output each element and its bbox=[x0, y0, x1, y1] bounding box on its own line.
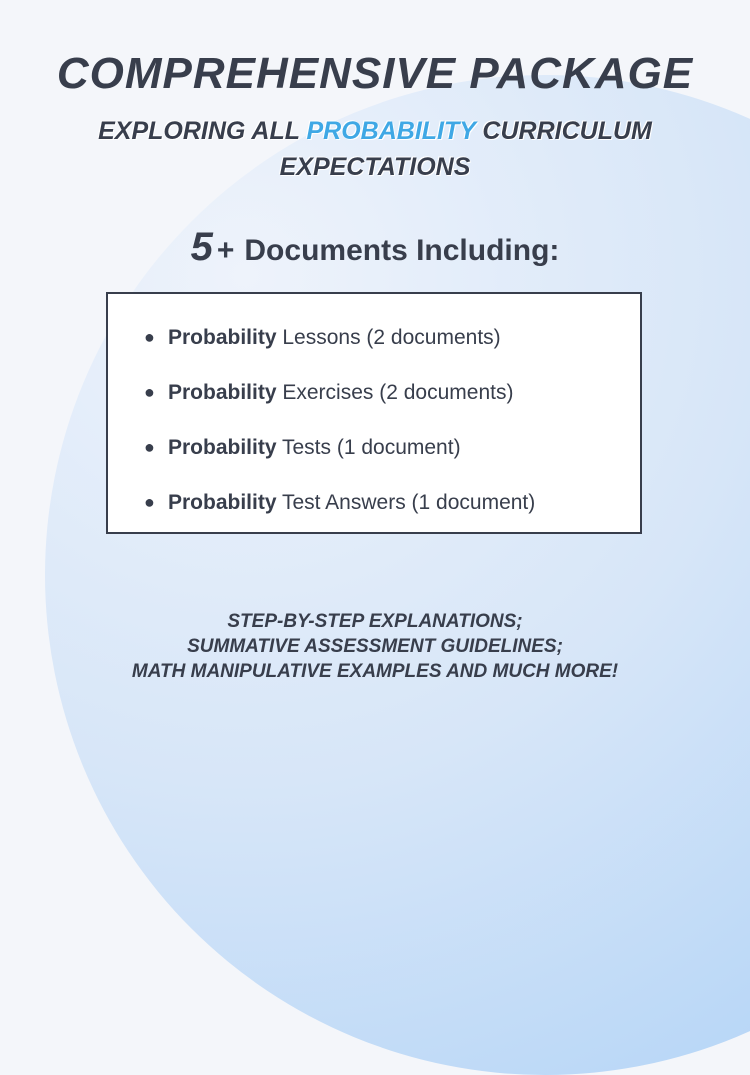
document-count-label: Documents Including: bbox=[244, 234, 560, 267]
list-item bbox=[144, 365, 640, 420]
document-subject: Probability bbox=[168, 436, 277, 459]
bullet-icon: ● bbox=[144, 382, 155, 402]
list-item bbox=[144, 310, 640, 365]
document-description: Exercises (2 documents) bbox=[276, 381, 514, 404]
bullet-icon: ● bbox=[144, 327, 155, 347]
document-count-number: 5 bbox=[190, 225, 213, 269]
feature-footer bbox=[0, 609, 750, 684]
footer-line: SUMMATIVE ASSESSMENT GUIDELINES; bbox=[187, 636, 563, 657]
document-description: Test Answers (1 document) bbox=[276, 491, 536, 514]
document-list-box bbox=[106, 292, 642, 534]
document-subject: Probability bbox=[168, 491, 277, 514]
document-count-plus: + bbox=[216, 234, 235, 267]
list-item bbox=[144, 420, 640, 475]
subtitle-prefix: EXPLORING ALL bbox=[98, 117, 307, 145]
footer-line: STEP-BY-STEP EXPLANATIONS; bbox=[227, 611, 523, 632]
document-description: Tests (1 document) bbox=[276, 436, 461, 459]
footer-line: MATH MANIPULATIVE EXAMPLES AND MUCH MORE! bbox=[131, 661, 619, 682]
subtitle-suffix: CURRICULUM EXPECTATIONS bbox=[279, 117, 652, 181]
page-title: COMPREHENSIVE PACKAGE bbox=[56, 49, 694, 98]
bullet-icon: ● bbox=[144, 437, 155, 457]
document-subject: Probability bbox=[168, 326, 277, 349]
subtitle bbox=[30, 113, 720, 185]
document-count-heading bbox=[0, 225, 750, 270]
document-description: Lessons (2 documents) bbox=[276, 326, 501, 349]
subtitle-highlight: PROBABILITY bbox=[306, 117, 476, 145]
bullet-icon: ● bbox=[144, 492, 155, 512]
document-list bbox=[108, 294, 640, 530]
list-item bbox=[144, 475, 640, 530]
document-subject: Probability bbox=[168, 381, 277, 404]
